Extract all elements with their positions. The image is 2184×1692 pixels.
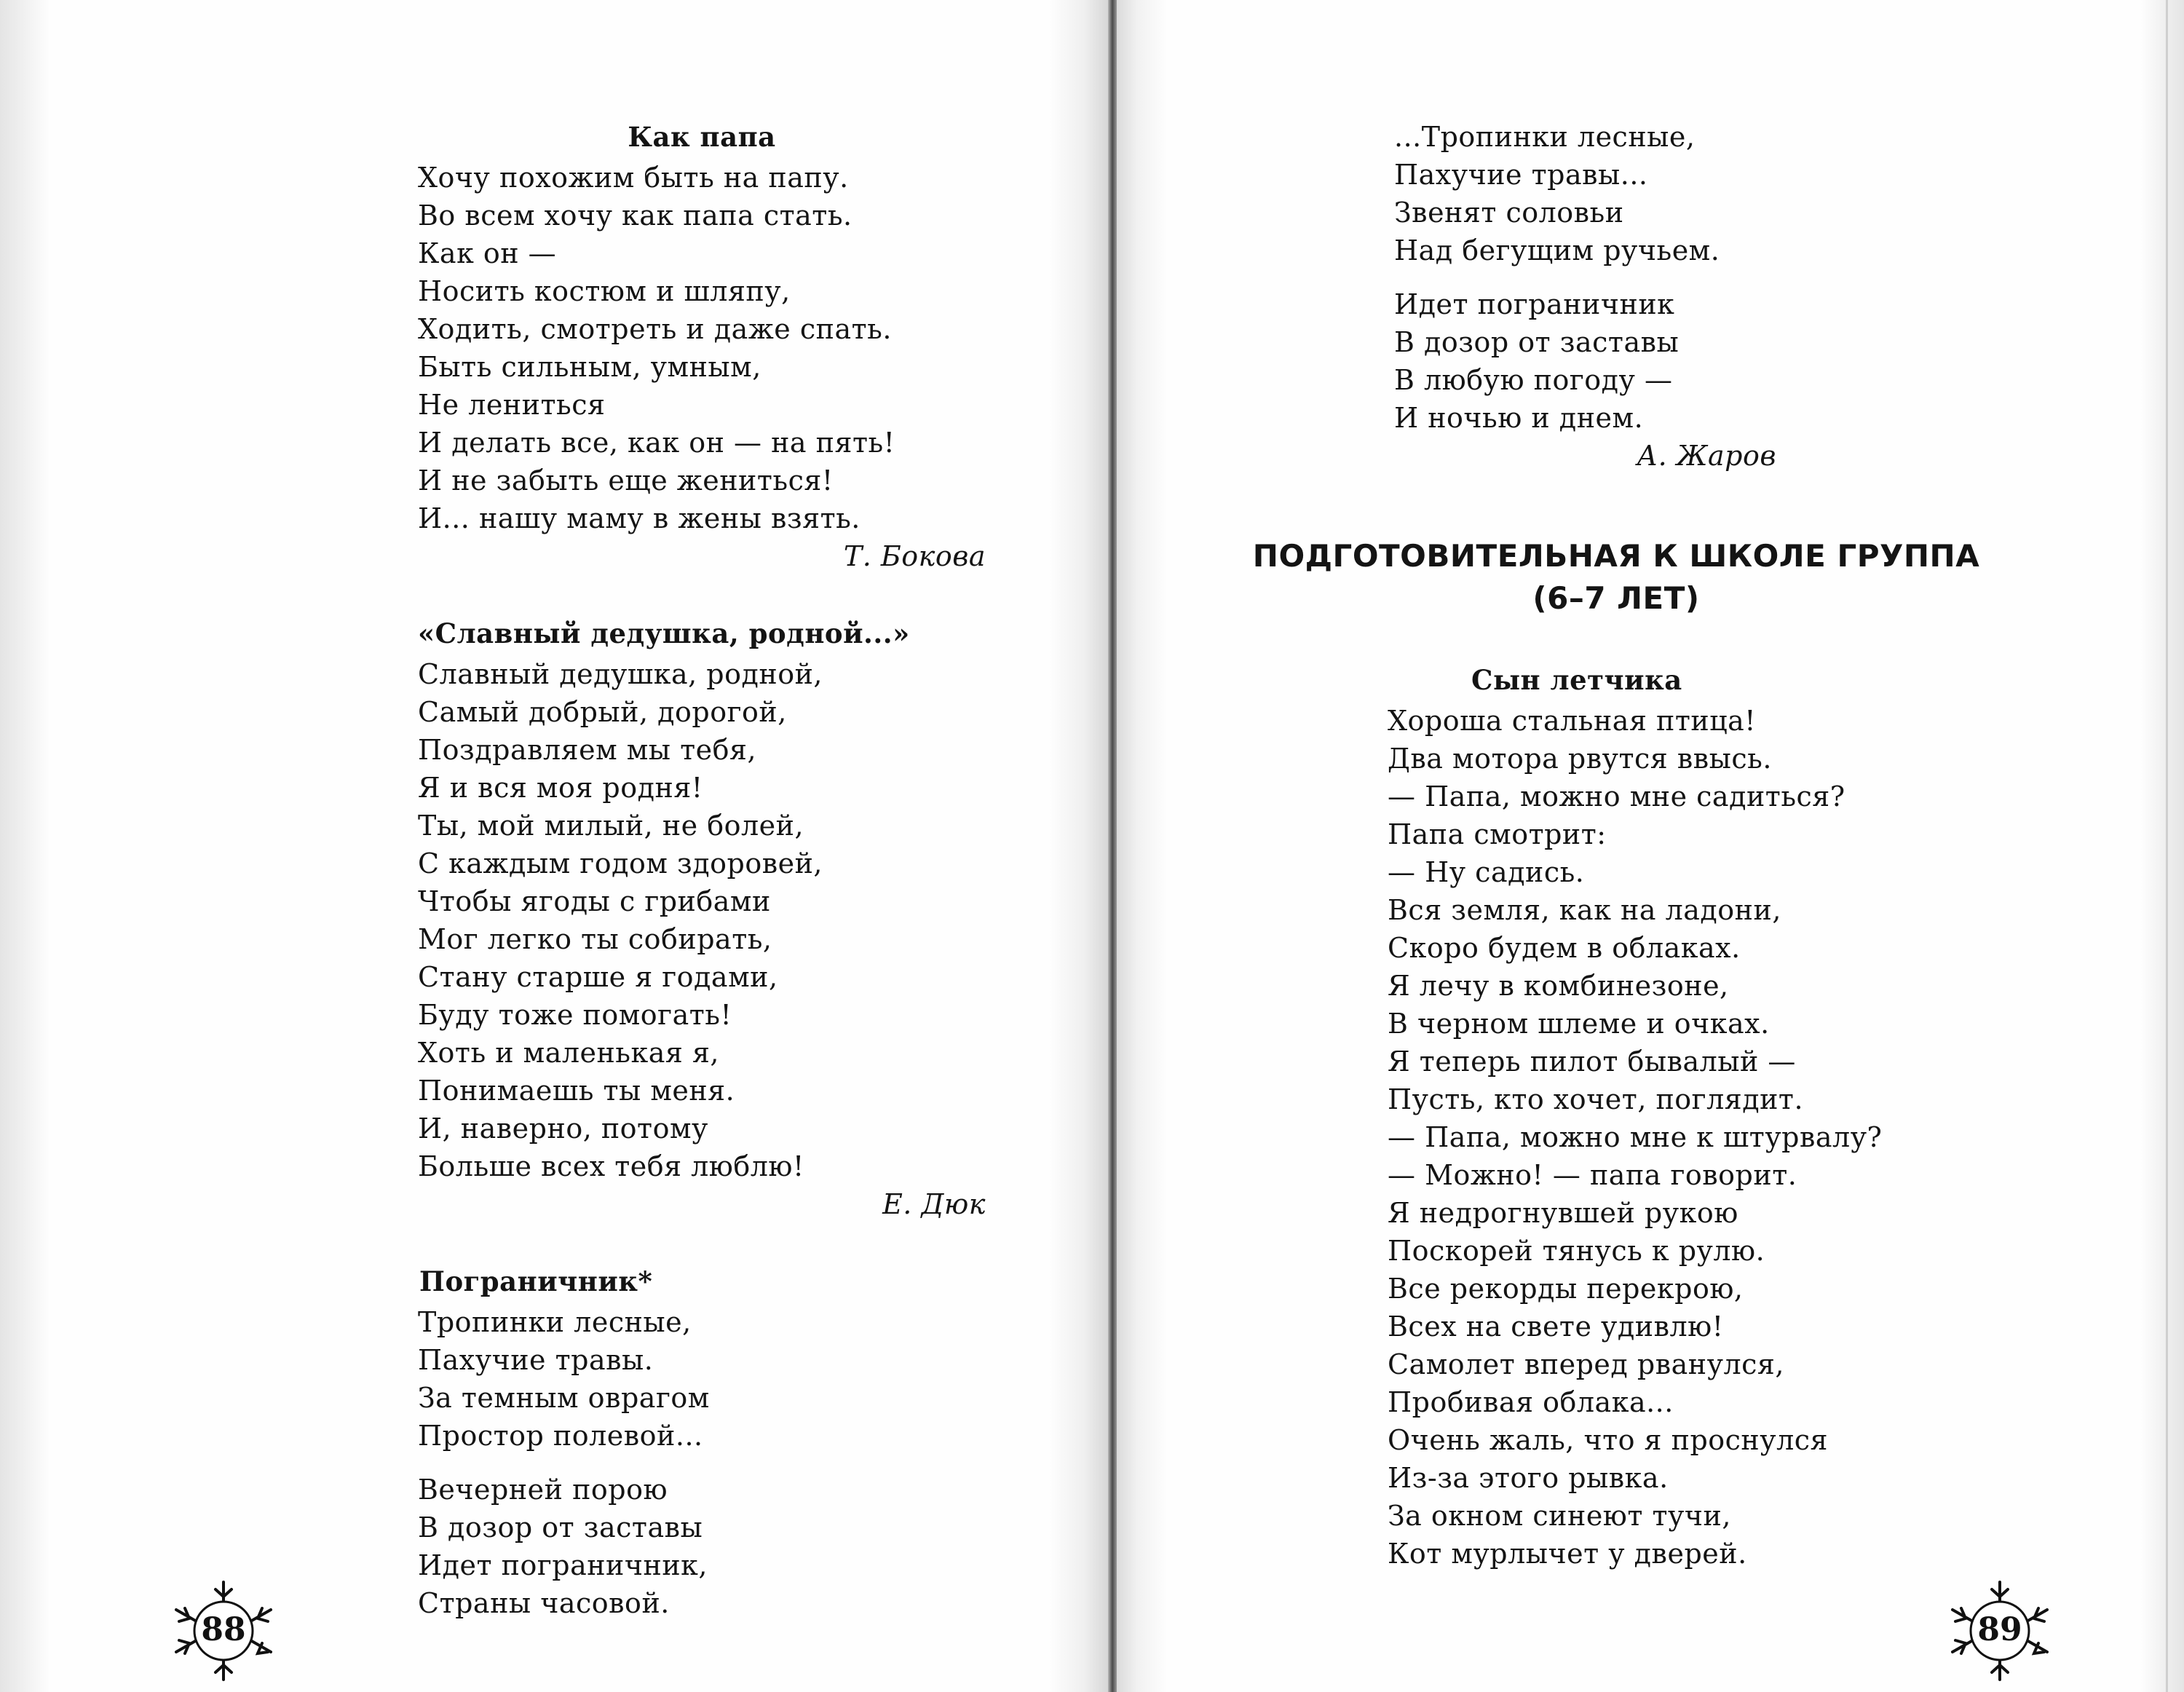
stanza <box>418 655 986 1185</box>
poem-line: Я теперь пилот бывалый — <box>1388 1045 1796 1078</box>
poem-line: И... нашу маму в жены взять. <box>418 502 860 534</box>
poem-line: Папа смотрит: <box>1388 818 1607 850</box>
poem-line: Пробивая облака... <box>1388 1386 1674 1418</box>
section-heading-line: ПОДГОТОВИТЕЛЬНАЯ К ШКОЛЕ ГРУППА <box>1252 538 1980 574</box>
poem-line: Хоть и маленькая я, <box>418 1037 719 1069</box>
poem-line: Из-за этого рывка. <box>1388 1462 1669 1494</box>
poem-line: Простор полевой... <box>418 1420 703 1452</box>
poem-line: Пахучие травы. <box>418 1344 654 1376</box>
stanza <box>1394 285 1977 437</box>
poem-line: Как он — <box>418 237 557 269</box>
poem-line: Пусть, кто хочет, поглядит. <box>1388 1083 1804 1115</box>
poem-line: — Папа, можно мне садиться? <box>1388 780 1845 813</box>
poem-line: Страны часовой. <box>418 1587 670 1619</box>
left-page-edge-shadow <box>0 0 51 1692</box>
poem-line: Кот мурлычет у дверей. <box>1388 1538 1747 1570</box>
poem-line: Все рекорды перекрою, <box>1388 1273 1744 1305</box>
page-number-left <box>169 1576 278 1685</box>
stanza <box>418 159 986 537</box>
poem-line: — Папа, можно мне к штурвалу? <box>1388 1121 1883 1153</box>
poem-line: Хочу похожим быть на папу. <box>418 162 849 194</box>
poem-line: Чтобы ягоды с грибами <box>418 885 771 917</box>
poem-line: Хороша стальная птица! <box>1388 705 1757 737</box>
poem-line: Не лениться <box>418 389 606 421</box>
poem-line: И ночью и днем. <box>1394 402 1644 434</box>
poem-line: Идет пограничник <box>1394 288 1675 320</box>
poem-line: Ходить, смотреть и даже спать. <box>418 313 892 345</box>
poem-author: Т. Бокова <box>843 540 986 572</box>
poem-line: И не забыть еще жениться! <box>418 464 834 497</box>
poem-line: В любую погоду — <box>1394 364 1673 396</box>
poem-line: Буду тоже помогать! <box>418 999 732 1031</box>
poem-line: Мог легко ты собирать, <box>418 923 772 955</box>
poem-pogranichnik-continued <box>1394 118 1977 475</box>
section-heading <box>1252 535 1980 620</box>
poem-syn-letchika <box>1388 661 1985 1573</box>
poem-line: В дозор от заставы <box>418 1511 703 1543</box>
poem-line: И делать все, как он — на пять! <box>418 427 895 459</box>
poem-line: Поскорей тянусь к рулю. <box>1388 1235 1765 1267</box>
section-heading-line: (6–7 ЛЕТ) <box>1532 580 1700 616</box>
poem-line: За темным оврагом <box>418 1382 710 1414</box>
stanza <box>418 1471 986 1622</box>
poem-slavnyi-dedushka <box>418 614 986 1223</box>
poem-line: Понимаешь ты меня. <box>418 1075 735 1107</box>
poem-line: Ты, мой милый, не болей, <box>418 810 804 842</box>
book-spine <box>1108 0 1117 1692</box>
stanza <box>1388 702 1985 1573</box>
right-page-edge-shadow <box>2140 0 2184 1692</box>
left-page-text <box>418 118 986 1622</box>
poem-title: Пограничник* <box>419 1265 653 1297</box>
poem-line: Я лечу в комбинезоне, <box>1388 970 1729 1002</box>
poem-line: Я и вся моя родня! <box>418 772 703 804</box>
poem-line: В черном шлеме и очках. <box>1388 1008 1770 1040</box>
stanza <box>1394 118 1977 269</box>
page-number-text: 88 <box>201 1611 246 1648</box>
poem-line: Самолет вперед рванулся, <box>1388 1348 1784 1380</box>
poem-author: А. Жаров <box>1637 440 1776 472</box>
poem-line: Идет пограничник, <box>418 1549 708 1581</box>
poem-line: Пахучие травы... <box>1394 159 1648 191</box>
poem-title: Как папа <box>628 121 776 153</box>
poem-line: И, наверно, потому <box>418 1112 708 1145</box>
poem-line: Тропинки лесные, <box>418 1306 692 1338</box>
poem-title: «Славный дедушка, родной...» <box>418 617 910 649</box>
poem-line: Вся земля, как на ладони, <box>1388 894 1781 926</box>
poem-line: С каждым годом здоровей, <box>418 847 823 879</box>
page-number-right <box>1945 1576 2054 1685</box>
poem-line: ...Тропинки лесные, <box>1394 121 1696 153</box>
poem-line: Звенят соловьи <box>1394 197 1624 229</box>
poem-kak-papa <box>418 118 986 575</box>
page-number-text: 89 <box>1977 1611 2022 1648</box>
poem-line: Славный дедушка, родной, <box>418 658 823 690</box>
poem-line: Скоро будем в облаках. <box>1388 932 1741 964</box>
left-gutter-shadow <box>1048 0 1114 1692</box>
poem-title: Сын летчика <box>1471 664 1682 696</box>
poem-line: В дозор от заставы <box>1394 326 1679 358</box>
poem-line: Поздравляем мы тебя, <box>418 734 757 766</box>
poem-line: Я недрогнувшей рукою <box>1388 1197 1738 1229</box>
poem-line: Быть сильным, умным, <box>418 351 761 383</box>
poem-line: — Ну садись. <box>1388 856 1585 888</box>
poem-line: Носить костюм и шляпу, <box>418 275 791 307</box>
poem-line: Больше всех тебя люблю! <box>418 1150 804 1182</box>
poem-line: Два мотора рвутся ввысь. <box>1388 743 1772 775</box>
poem-line: Всех на свете удивлю! <box>1388 1310 1724 1343</box>
poem-line: Во всем хочу как папа стать. <box>418 199 852 232</box>
right-page-text <box>1394 118 1977 514</box>
right-page-edge-line <box>2166 0 2168 1692</box>
stanza <box>418 1303 986 1455</box>
poem-line: Самый добрый, дорогой, <box>418 696 787 728</box>
poem-pogranichnik <box>418 1262 986 1622</box>
poem-line: За окном синеют тучи, <box>1388 1500 1731 1532</box>
poem-line: Над бегущим ручьем. <box>1394 234 1720 266</box>
right-gutter-shadow <box>1117 0 1168 1692</box>
poem-line: Стану старше я годами, <box>418 961 778 993</box>
poem-line: Очень жаль, что я проснулся <box>1388 1424 1829 1456</box>
poem-line: Вечерней порою <box>418 1474 668 1506</box>
poem-line: — Можно! — папа говорит. <box>1388 1159 1797 1191</box>
poem-author: Е. Дюк <box>882 1188 986 1220</box>
